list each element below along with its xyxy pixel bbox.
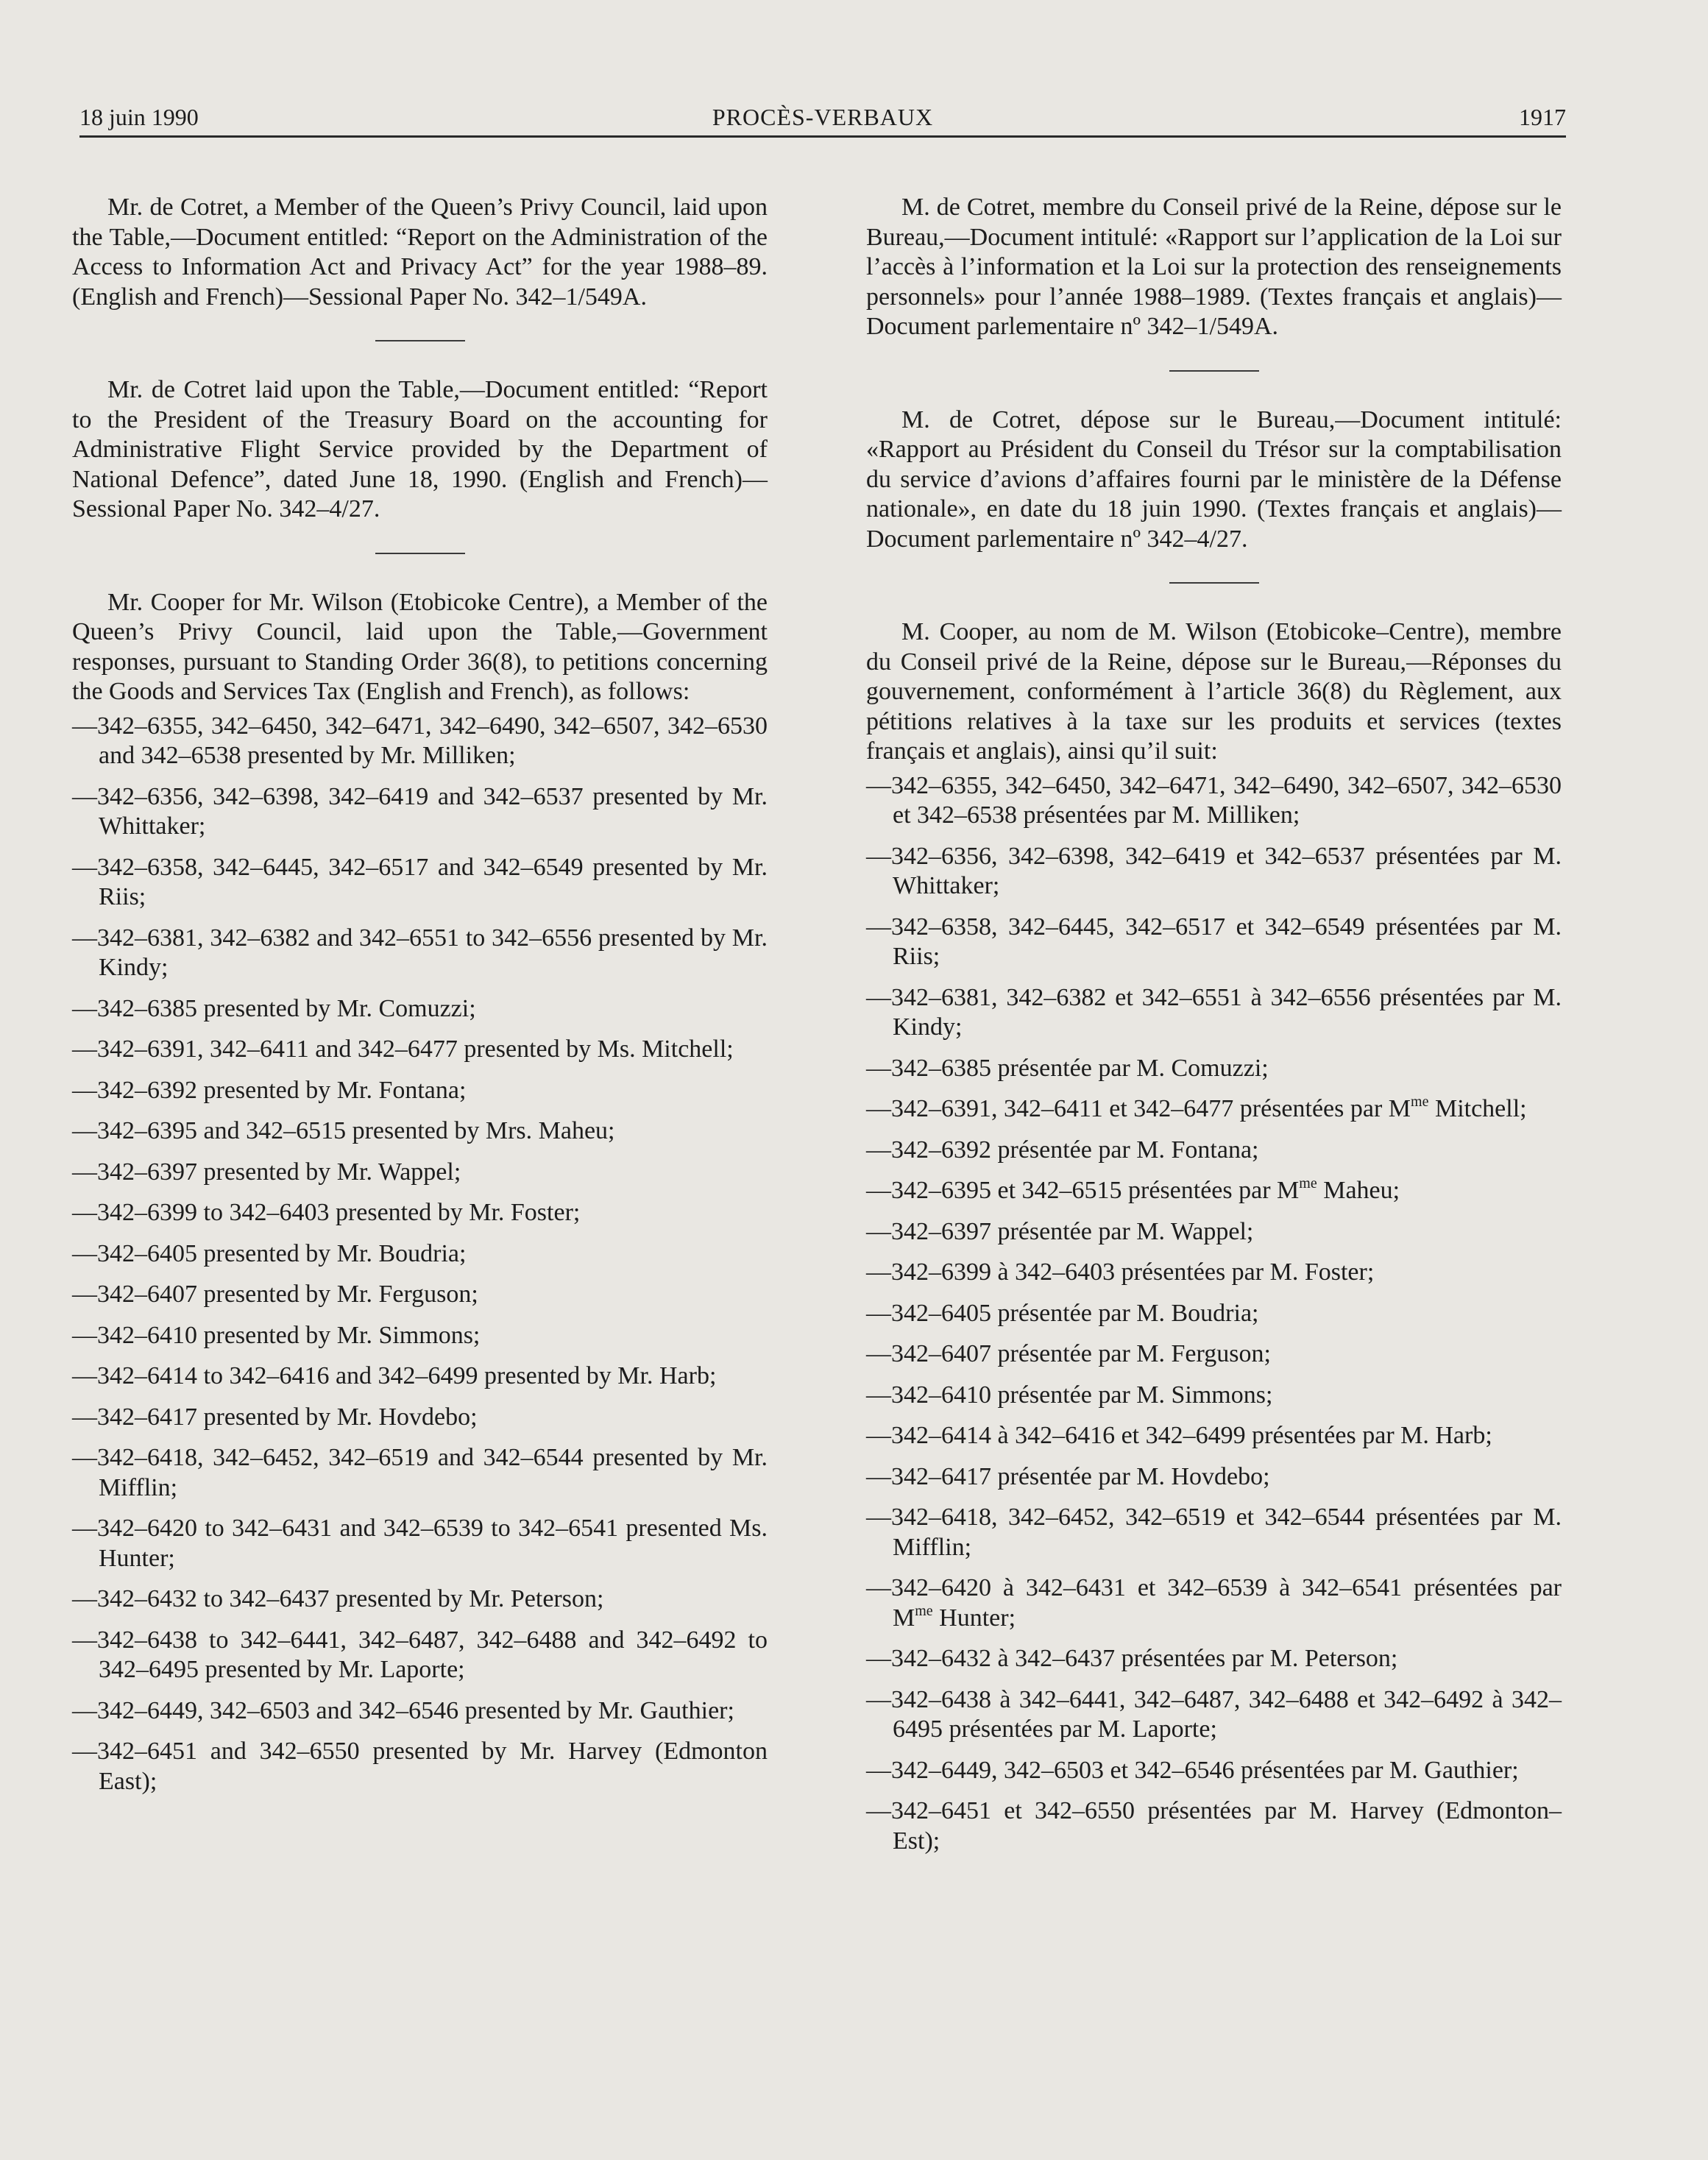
petition-item: —342–6405 presented by Mr. Boudria; bbox=[72, 1239, 467, 1267]
petition-item: —342–6385 présentée par M. Comuzzi; bbox=[866, 1054, 1269, 1082]
petition-item: —342–6407 présentée par M. Ferguson; bbox=[866, 1340, 1271, 1367]
petition-item: —342–6358, 342–6445, 342–6517 et 342–6549 présentées par M. Riis; bbox=[866, 913, 1562, 970]
petition-item: —342–6432 to 342–6437 presented by Mr. Peterson; bbox=[72, 1585, 604, 1612]
petition-item: —342–6417 présentée par M. Hovdebo; bbox=[866, 1462, 1270, 1490]
petition-item: —342–6381, 342–6382 et 342–6551 à 342–6556 présentées par M. Kindy; bbox=[866, 983, 1562, 1041]
petition-item: —342–6405 présentée par M. Boudria; bbox=[866, 1299, 1259, 1327]
header-title: PROCÈS-VERBAUX bbox=[712, 104, 934, 130]
petition-item: —342–6356, 342–6398, 342–6419 et 342–6537 présentées par M. Whittaker; bbox=[866, 842, 1562, 899]
petition-item: —342–6417 presented by Mr. Hovdebo; bbox=[72, 1403, 478, 1431]
petition-item: —342–6392 présentée par M. Fontana; bbox=[866, 1136, 1259, 1164]
petition-item: —342–6399 à 342–6403 présentées par M. Foster; bbox=[866, 1258, 1375, 1286]
honorific-superscript: me bbox=[1411, 1094, 1429, 1110]
petition-item: —342–6391, 342–6411 et 342–6477 présentées par $M^{me}$ Mitchell; bbox=[866, 1094, 1527, 1122]
petition-item: —342–6420 to 342–6431 and 342–6539 to 342–6541 presented Ms. Hunter; bbox=[72, 1515, 768, 1572]
petition-item: —342–6358, 342–6445, 342–6517 and 342–6549 presented by Mr. Riis; bbox=[72, 853, 768, 910]
petition-item: —342–6432 à 342–6437 présentées par M. Peterson; bbox=[866, 1645, 1398, 1672]
petition-item: —342–6410 presented by Mr. Simmons; bbox=[72, 1321, 481, 1349]
english-column bbox=[72, 193, 768, 1807]
petition-item: —342–6385 presented by Mr. Comuzzi; bbox=[72, 994, 476, 1022]
page-number: 1917 bbox=[1519, 104, 1566, 130]
petition-item: —342–6418, 342–6452, 342–6519 et 342–6544 présentées par M. Mifflin; bbox=[866, 1504, 1562, 1561]
petition-item: —342–6410 présentée par M. Simmons; bbox=[866, 1381, 1273, 1409]
section-divider bbox=[1169, 370, 1259, 372]
petition-item: —342–6420 à 342–6431 et 342–6539 à 342–6541 présentées par $M^{me}$ Hunter; bbox=[866, 1574, 1562, 1632]
petition-item: —342–6395 and 342–6515 presented by Mrs. Maheu; bbox=[72, 1117, 615, 1144]
french-paragraph: M. de Cotret, dépose sur le Bureau,—Document intitulé: «Rapport au Président du Conseil du Trésor sur la comptabilisation du service d’avions d’affaires fourni par le ministère de la Défense nationale», en date du 18 juin 1990. (Textes français et anglais)—Document parlementaire nº 342–4/27. bbox=[866, 406, 1562, 553]
petition-item: —342–6407 presented by Mr. Ferguson; bbox=[72, 1281, 478, 1308]
petition-item: —342–6438 à 342–6441, 342–6487, 342–6488 et 342–6492 à 342–6495 présentées par M. Laporte; bbox=[866, 1685, 1562, 1743]
petition-item: —342–6355, 342–6450, 342–6471, 342–6490, 342–6507, 342–6530 et 342–6538 présentées par M. Milliken; bbox=[866, 771, 1562, 829]
header-date: 18 juin 1990 bbox=[79, 104, 199, 130]
petition-item: —342–6418, 342–6452, 342–6519 and 342–6544 presented by Mr. Mifflin; bbox=[72, 1444, 768, 1501]
petition-item: —342–6392 presented by Mr. Fontana; bbox=[72, 1076, 467, 1104]
petition-item: —342–6356, 342–6398, 342–6419 and 342–6537 presented by Mr. Whittaker; bbox=[72, 782, 768, 840]
french-paragraph: M. de Cotret, membre du Conseil privé de la Reine, dépose sur le Bureau,—Document intitulé: «Rapport sur l’application de la Loi sur l’accès à l’information et la Loi sur la protection des renseignements personnels» pour l’année 1988–1989. (Textes français et anglais)—Document parlementaire nº 342–1/549A. bbox=[866, 194, 1562, 340]
english-paragraph: Mr. Cooper for Mr. Wilson (Etobicoke Centre), a Member of the Queen’s Privy Council, laid upon the Table,—Government responses, pursuant to Standing Order 36(8), to petitions concerning the Goods and Services Tax (English and French), as follows: bbox=[72, 588, 768, 705]
petition-item: —342–6451 et 342–6550 présentées par M. Harvey (Edmonton–Est); bbox=[866, 1797, 1562, 1855]
petition-item: —342–6355, 342–6450, 342–6471, 342–6490, 342–6507, 342–6530 and 342–6538 presented by Mr. Milliken; bbox=[72, 712, 768, 769]
petition-item: —342–6438 to 342–6441, 342–6487, 342–6488 and 342–6492 to 342–6495 presented by Mr. Laporte; bbox=[72, 1626, 768, 1683]
honorific-superscript: me bbox=[1299, 1175, 1317, 1191]
honorific-superscript: me bbox=[915, 1602, 933, 1619]
petition-item: —342–6391, 342–6411 and 342–6477 presented by Ms. Mitchell; bbox=[72, 1035, 734, 1063]
petition-item: —342–6381, 342–6382 and 342–6551 to 342–6556 presented by Mr. Kindy; bbox=[72, 924, 768, 981]
petition-item: —342–6397 présentée par M. Wappel; bbox=[866, 1217, 1254, 1245]
petition-item: —342–6399 to 342–6403 presented by Mr. Foster; bbox=[72, 1199, 581, 1226]
english-petition-list bbox=[72, 712, 768, 1797]
petition-item: —342–6449, 342–6503 and 342–6546 presented by Mr. Gauthier; bbox=[72, 1696, 734, 1724]
petition-item: —342–6395 et 342–6515 présentées par $M^{me}$ Maheu; bbox=[866, 1175, 1400, 1204]
petition-item: —342–6414 to 342–6416 and 342–6499 presented by Mr. Harb; bbox=[72, 1362, 717, 1389]
french-paragraph: M. Cooper, au nom de M. Wilson (Etobicoke–Centre), membre du Conseil privé de la Reine, dépose sur le Bureau,—Réponses du gouvernement, conformément à l’article 36(8) du Règlement, aux pétitions relatives à la taxe sur les produits et services (textes français et anglais), ainsi qu’il suit: bbox=[866, 618, 1562, 765]
section-divider bbox=[375, 553, 465, 554]
section-divider bbox=[1169, 582, 1259, 584]
page-header bbox=[79, 97, 1566, 138]
english-paragraph: Mr. de Cotret laid upon the Table,—Document entitled: “Report to the President of the Treasury Board on the accounting for Administrative Flight Service provided by the Department of National Defence”, dated June 18, 1990. (English and French)—Sessional Paper No. 342–4/27. bbox=[72, 376, 768, 523]
petition-item: —342–6451 and 342–6550 presented by Mr. Harvey (Edmonton East); bbox=[72, 1738, 768, 1795]
section-divider bbox=[375, 340, 465, 341]
petition-item: —342–6449, 342–6503 et 342–6546 présentées par M. Gauthier; bbox=[866, 1756, 1519, 1784]
petition-item: —342–6397 presented by Mr. Wappel; bbox=[72, 1158, 461, 1186]
english-paragraph: Mr. de Cotret, a Member of the Queen’s Privy Council, laid upon the Table,—Document entitled: “Report on the Administration of the Access to Information Act and Privacy Act” for the year 1988–89. (English and French)—Sessional Paper No. 342–1/549A. bbox=[72, 194, 768, 311]
french-column bbox=[866, 193, 1562, 1867]
french-petition-list bbox=[866, 771, 1562, 1857]
petition-item: —342–6414 à 342–6416 et 342–6499 présentées par M. Harb; bbox=[866, 1422, 1492, 1449]
